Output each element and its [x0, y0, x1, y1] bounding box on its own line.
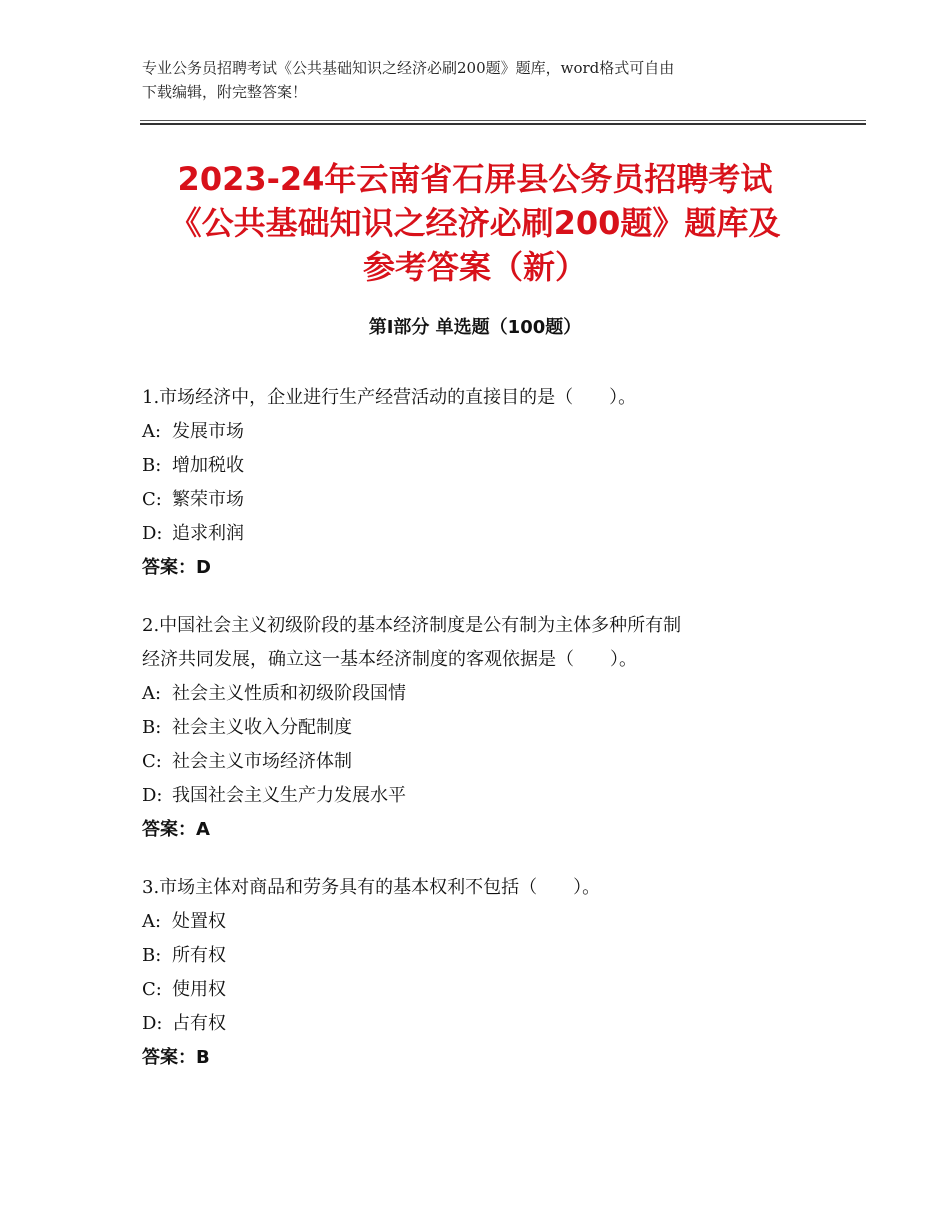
- document-title-line: 2023-24年云南省石屏县公务员招聘考试: [177, 160, 773, 198]
- answer-option: [142, 745, 822, 779]
- answer-key: 答案：B: [142, 1047, 210, 1068]
- answer-option: [142, 939, 822, 973]
- answer-key: 答案：A: [142, 819, 210, 840]
- answer-option: [142, 517, 822, 551]
- question-item: [142, 381, 822, 585]
- answer-option: [142, 711, 822, 745]
- header-divider: [140, 120, 866, 125]
- answer-option: [142, 483, 822, 517]
- option-text: 所有权: [172, 945, 226, 966]
- option-text: 处置权: [172, 911, 226, 932]
- answer-option: [142, 779, 822, 813]
- option-text: 社会主义收入分配制度: [172, 717, 352, 738]
- answer-option: [142, 973, 822, 1007]
- document-title: [100, 157, 850, 289]
- answer-option: [142, 905, 822, 939]
- document-title-line: 参考答案（新）: [362, 248, 587, 286]
- answer-key: 答案：D: [142, 557, 211, 578]
- option-letter: A:: [142, 421, 162, 442]
- option-text: 发展市场: [172, 421, 244, 442]
- document-title-line: 《公共基础知识之经济必刷200题》题库及: [169, 204, 781, 242]
- option-letter: D:: [142, 523, 163, 544]
- option-text: 追求利润: [172, 523, 244, 544]
- section-heading: 第Ⅰ部分 单选题（100题）: [368, 317, 582, 338]
- option-text: 社会主义性质和初级阶段国情: [172, 683, 406, 704]
- option-letter: C:: [142, 489, 162, 510]
- answer-option: [142, 677, 822, 711]
- option-letter: C:: [142, 751, 162, 772]
- answer-option: [142, 449, 822, 483]
- answer-option: [142, 1007, 822, 1041]
- option-text: 占有权: [172, 1013, 226, 1034]
- option-letter: D:: [142, 785, 163, 806]
- question-text: 1.市场经济中，企业进行生产经营活动的直接目的是（ ）。: [142, 387, 637, 408]
- option-text: 使用权: [172, 979, 226, 1000]
- option-text: 我国社会主义生产力发展水平: [172, 785, 406, 806]
- option-text: 社会主义市场经济体制: [172, 751, 352, 772]
- option-letter: B:: [142, 455, 162, 476]
- question-text: 2.中国社会主义初级阶段的基本经济制度是公有制为主体多种所有制: [142, 615, 682, 636]
- option-letter: B:: [142, 717, 162, 738]
- header-note-line: 下载编辑，附完整答案！: [142, 83, 308, 101]
- option-text: 繁荣市场: [172, 489, 244, 510]
- question-item: [142, 871, 822, 1075]
- option-letter: A:: [142, 911, 162, 932]
- header-note-line: 专业公务员招聘考试《公共基础知识之经济必刷200题》题库，word格式可自由: [142, 59, 675, 77]
- option-letter: B:: [142, 945, 162, 966]
- option-letter: A:: [142, 683, 162, 704]
- option-letter: C:: [142, 979, 162, 1000]
- answer-option: [142, 415, 822, 449]
- question-text: 3.市场主体对商品和劳务具有的基本权利不包括（ ）。: [142, 877, 601, 898]
- question-text-continued: 经济共同发展，确立这一基本经济制度的客观依据是（ ）。: [142, 649, 637, 670]
- option-letter: D:: [142, 1013, 163, 1034]
- header-note: [142, 56, 822, 104]
- option-text: 增加税收: [172, 455, 244, 476]
- question-item: [142, 609, 822, 847]
- question-list: [142, 381, 822, 1099]
